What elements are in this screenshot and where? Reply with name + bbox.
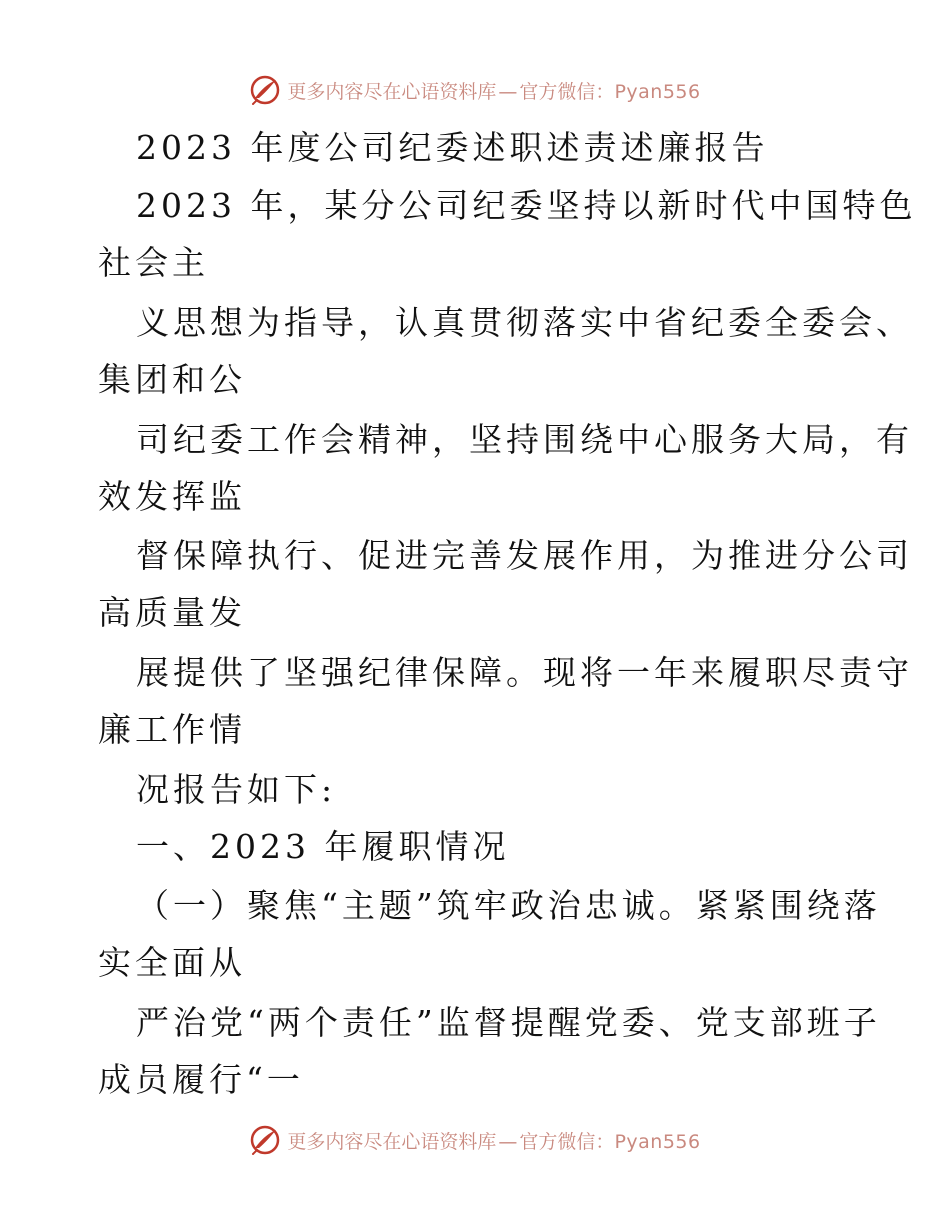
document-title: 2023 年度公司纪委述职述责述廉报告 bbox=[136, 128, 769, 167]
watermark-separator: — bbox=[498, 80, 518, 103]
watermark-separator: — bbox=[498, 1130, 518, 1153]
watermark-wechat-id: Pyan556 bbox=[614, 80, 701, 103]
paragraph-line: 社会主 bbox=[98, 243, 209, 282]
paragraph-line: 严治党“两个责任”监督提醒党委、党支部班子 bbox=[136, 1003, 881, 1042]
paragraph-line: 高质量发 bbox=[98, 593, 246, 632]
paragraph-line: 督保障执行、促进完善发展作用，为推进分公司 bbox=[136, 536, 913, 575]
paragraph-line: 实全面从 bbox=[98, 943, 246, 982]
paragraph-line: 义思想为指导，认真贯彻落实中省纪委全委会、 bbox=[136, 303, 913, 342]
watermark-slogan: 更多内容尽在心语资料库 bbox=[287, 80, 497, 103]
watermark-wechat-id: Pyan556 bbox=[614, 1130, 701, 1153]
paragraph-line: 成员履行“一 bbox=[98, 1060, 304, 1099]
watermark-text bbox=[287, 77, 700, 104]
watermark-text bbox=[287, 1127, 700, 1154]
quill-logo-icon bbox=[249, 74, 281, 106]
paragraph-line: 廉工作情 bbox=[98, 710, 246, 749]
paragraph-line: 2023 年，某分公司纪委坚持以新时代中国特色 bbox=[136, 186, 917, 225]
paragraph-line: 司纪委工作会精神，坚持围绕中心服务大局，有 bbox=[136, 420, 913, 459]
watermark-slogan: 更多内容尽在心语资料库 bbox=[287, 1130, 497, 1153]
header-watermark bbox=[0, 70, 950, 110]
watermark-wechat-label: 官方微信： bbox=[519, 80, 615, 103]
section-heading: 一、2023 年履职情况 bbox=[136, 827, 510, 866]
paragraph-line: 效发挥监 bbox=[98, 477, 246, 516]
paragraph-line: 况报告如下: bbox=[136, 770, 337, 809]
watermark-wechat-label: 官方微信： bbox=[519, 1130, 615, 1153]
paragraph-line: 展提供了坚强纪律保障。现将一年来履职尽责守 bbox=[136, 653, 913, 692]
paragraph-line: （一）聚焦“主题”筑牢政治忠诚。紧紧围绕落 bbox=[136, 886, 881, 925]
quill-logo-icon bbox=[249, 1124, 281, 1156]
paragraph-line: 集团和公 bbox=[98, 360, 246, 399]
footer-watermark bbox=[0, 1120, 950, 1160]
